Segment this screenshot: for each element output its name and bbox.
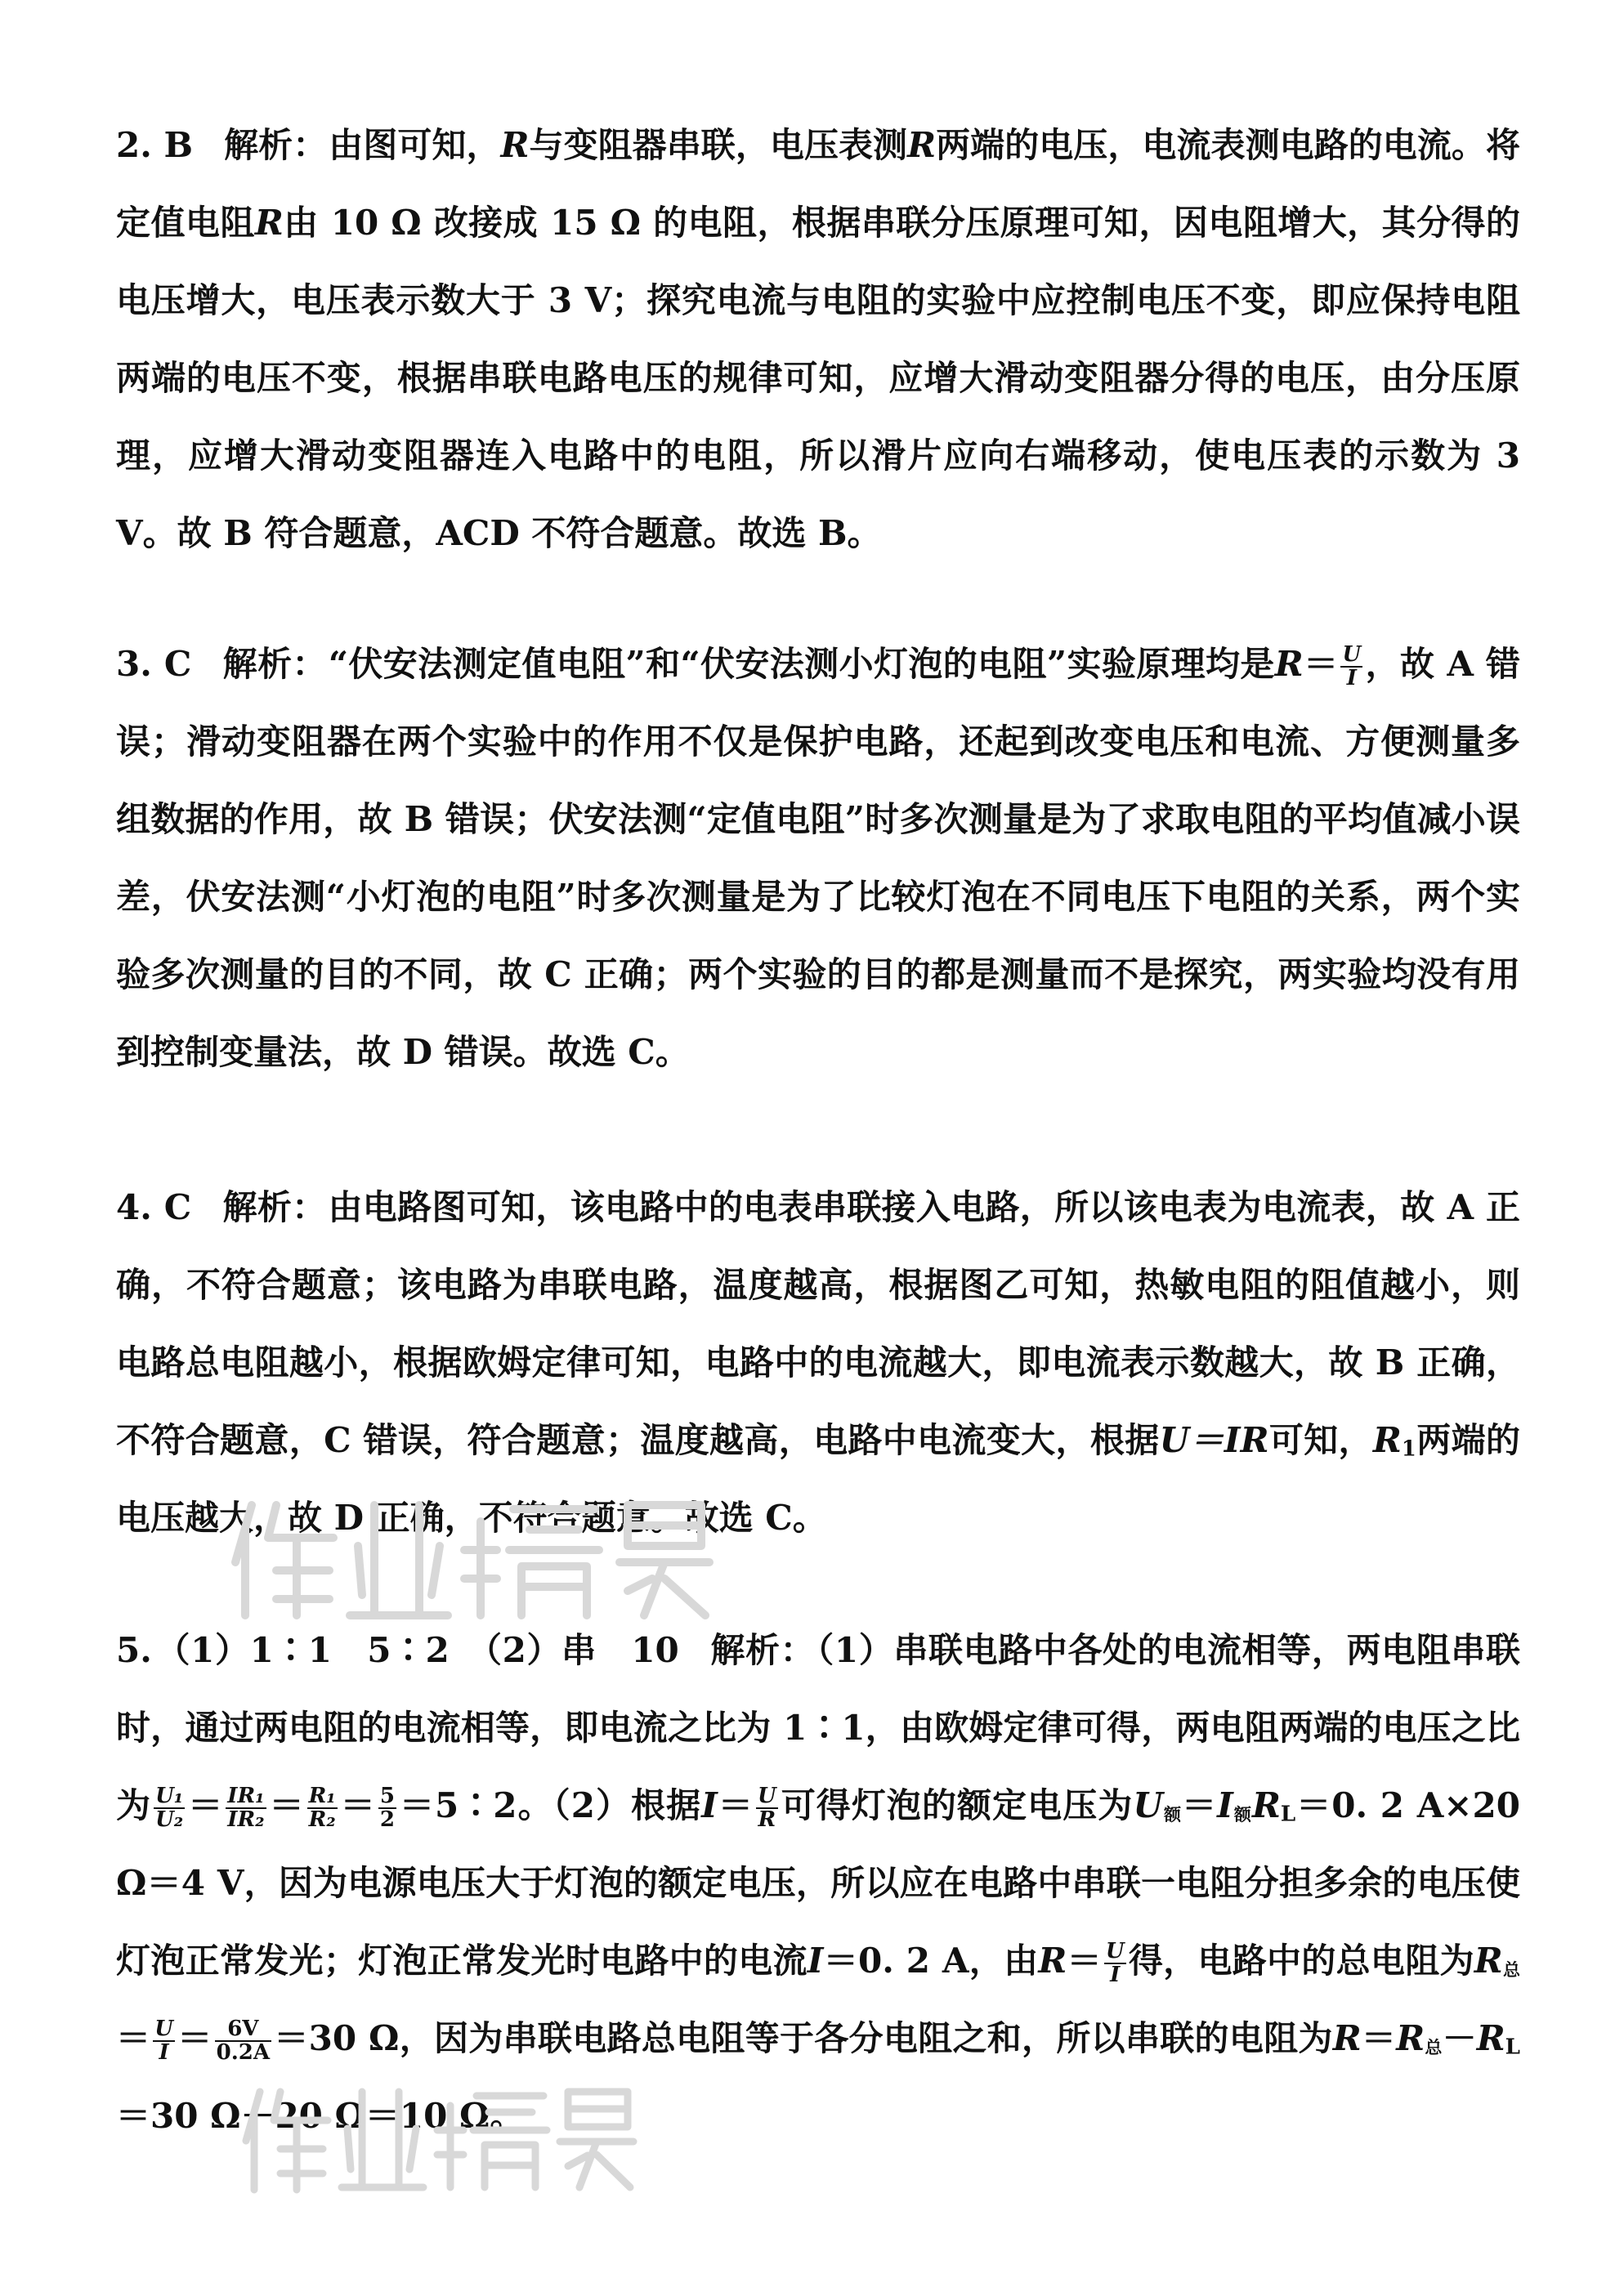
ratio-result: ＝5∶2。	[398, 1785, 553, 1825]
denominator: IR₂	[227, 1807, 265, 1832]
answer-3-label: 解析：	[222, 644, 327, 684]
answer-2-text: 两端的电压，电流表测电路的电流。将定值电阻	[116, 125, 1520, 243]
numerator: U	[757, 1783, 776, 1808]
var-i: I	[807, 1941, 824, 1981]
answer-5-text: 得，电路中的总电阻为	[1128, 1941, 1474, 1981]
answer-5-label: 解析：	[709, 1630, 816, 1670]
answer-4-text: 由电路图可知，该电路中的电表串联接入电路，所以该电表为电流表，故 A 正确，不符合题意；该电路为串联电路，温度越高，根据图乙可知，热敏电阻的阻值越小，则电路总电阻越小，根据欧姆定律可知，电路中的电流越大，即电流表示数越大，故 B 正确，不符合题意，C 错误，符合题意；温度越高，电路中电流变大，根据	[116, 1187, 1520, 1460]
var-r: R	[1038, 1941, 1067, 1981]
denominator: R₂	[308, 1807, 336, 1832]
denominator: U₂	[155, 1807, 184, 1832]
denominator: R	[758, 1807, 776, 1832]
subscript-l: L	[1505, 2035, 1520, 2060]
subscript-rated: 额	[1162, 1804, 1183, 1825]
denominator: 0.2A	[216, 2040, 271, 2065]
answer-4-text: 可知，	[1268, 1420, 1373, 1460]
minus-sign: －	[1442, 2018, 1477, 2058]
subscript-1: 1	[1401, 1436, 1416, 1462]
subscript-total: 总	[1425, 2037, 1443, 2058]
answer-5-text: ＝0. 2 A，由	[823, 1941, 1039, 1981]
equals-sign: ＝	[1067, 1941, 1102, 1981]
answer-5-result: （1）1∶1 5∶2 （2）串 10	[154, 1630, 679, 1670]
numerator: 6V	[215, 2018, 272, 2042]
equals-sign: ＝	[187, 1785, 224, 1825]
equals-sign: ＝	[339, 1785, 376, 1825]
answer-5-number: 5.	[116, 1630, 152, 1670]
numerator: U	[1105, 1938, 1125, 1963]
answer-2-label: 解析：	[224, 125, 328, 165]
numerator: U₁	[155, 1783, 184, 1808]
answer-2-text: 由 10 Ω 改接成 15 Ω 的电阻，根据串联分压原理可知，因电阻增大，其分得的电压增大，电压表示数大于 3 V；探究电流与电阻的实验中应控制电压不变，即应保持电阻两端的电压不变，根据串联电路电压的规律可知，应增大滑动变阻器分得的电压，由分压原理，应增大滑动变阻器连入电路中的电阻，所以滑片应向右端移动，使电压表的示数为 3 V。故 B 符合题意，ACD 不符合题意。故选 B。	[116, 203, 1520, 553]
equals-sign: ＝	[116, 2018, 151, 2058]
var-r: R	[1396, 2018, 1425, 2058]
equals-sign: ＝	[177, 2018, 213, 2058]
var-r: R	[500, 125, 530, 165]
equals-sign: ＝	[1361, 2018, 1397, 2058]
fraction-u1-u2	[154, 1785, 185, 1832]
numerator: 5	[379, 1783, 395, 1808]
fraction-5-2	[378, 1785, 396, 1832]
answer-5-text: （1）串联电路中各处的电流相等，两电阻串联时，通过两电阻的电流相等，即电流之比为 1∶1，由欧姆定律可得，两电阻两端的电压之比为	[116, 1630, 1520, 1825]
var-r: R	[1251, 1785, 1281, 1825]
formula-u-ir: U＝IR	[1159, 1420, 1269, 1460]
answer-5	[116, 1611, 1520, 2155]
answer-2	[116, 106, 1520, 572]
denominator: 2	[379, 1807, 395, 1832]
var-r: R	[907, 125, 937, 165]
equals-sign: ＝	[1182, 1785, 1218, 1825]
denominator: I	[1110, 1963, 1121, 1987]
fraction-u-over-i	[153, 2018, 175, 2065]
var-r1: R	[1372, 1420, 1402, 1460]
var-r: R	[1274, 644, 1304, 684]
answer-4-number: 4. C	[116, 1187, 192, 1227]
var-u: U	[1133, 1785, 1163, 1825]
numerator: U	[154, 2016, 173, 2041]
answer-3-number: 3. C	[116, 644, 192, 684]
answer-2-text: 与变阻器串联，电压表测	[529, 125, 908, 165]
equals-sign: ＝	[1303, 644, 1339, 684]
answer-2-number: 2. B	[116, 125, 194, 165]
answer-2-text: 由图可知，	[329, 125, 501, 165]
var-r: R	[1474, 1941, 1503, 1981]
var-i: I	[701, 1785, 718, 1825]
var-r: R	[1476, 2018, 1505, 2058]
answer-5-text: （2）根据	[553, 1785, 702, 1825]
answer-3-text: “伏安法测定值电阻”和“伏安法测小灯泡的电阻”实验原理均是	[328, 644, 1275, 684]
denominator: I	[159, 2040, 169, 2065]
var-r: R	[1332, 2018, 1362, 2058]
fraction-ir1-ir2	[226, 1785, 266, 1832]
answer-4-label: 解析：	[222, 1187, 327, 1227]
answer-5-text: ＝30 Ω，因为串联电路总电阻等于各分电阻之和，所以串联的电阻为	[274, 2018, 1333, 2058]
numerator: U	[1342, 641, 1362, 667]
var-i: I	[1217, 1785, 1233, 1825]
answer-5-text: 可得灯泡的额定电压为	[780, 1785, 1134, 1825]
subscript-total: 总	[1502, 1959, 1520, 1981]
equals-sign: ＝	[717, 1785, 754, 1825]
numerator: R₁	[308, 1783, 336, 1808]
fraction-u-over-i	[1340, 641, 1362, 690]
equals-sign: ＝	[268, 1785, 305, 1825]
var-r: R	[254, 203, 284, 243]
answer-4-text: 两端的电压越大，故 D 正确，不符合题意。故选 C。	[116, 1420, 1520, 1538]
fraction-r1-r2	[307, 1785, 338, 1832]
answer-5-text: ＝30 Ω－20 Ω＝10 Ω。	[116, 2096, 525, 2136]
answer-5-text: ＝0. 2 A×20 Ω＝4 V，因为电源电压大于灯泡的额定电压，所以应在电路中串联一电阻分担多余的电压使灯泡正常发光；灯泡正常发光时电路中的电流	[116, 1785, 1520, 1981]
fraction-6v-over-0-2a	[215, 2018, 272, 2065]
denominator: I	[1346, 666, 1357, 690]
numerator: IR₁	[227, 1783, 265, 1808]
subscript-rated: 额	[1233, 1804, 1252, 1825]
subscript-l: L	[1280, 1802, 1296, 1827]
answer-3-text: ，故 A 错误；滑动变阻器在两个实验中的作用不仅是保护电路，还起到改变电压和电流、方便测量多组数据的作用，故 B 错误；伏安法测“定值电阻”时多次测量是为了求取电阻的平均值减小误差，伏安法测“小灯泡的电阻”时多次测量是为了比较灯泡在不同电压下电阻的关系，两个实验多次测量的目的不同，故 C 正确；两个实验的目的都是测量而不是探究，两实验均没有用到控制变量法，故 D 错误。故选 C。	[116, 644, 1520, 1072]
answer-3	[116, 625, 1520, 1091]
fraction-u-over-i	[1104, 1938, 1126, 1987]
fraction-u-over-r	[756, 1785, 778, 1832]
answer-4	[116, 1168, 1520, 1557]
